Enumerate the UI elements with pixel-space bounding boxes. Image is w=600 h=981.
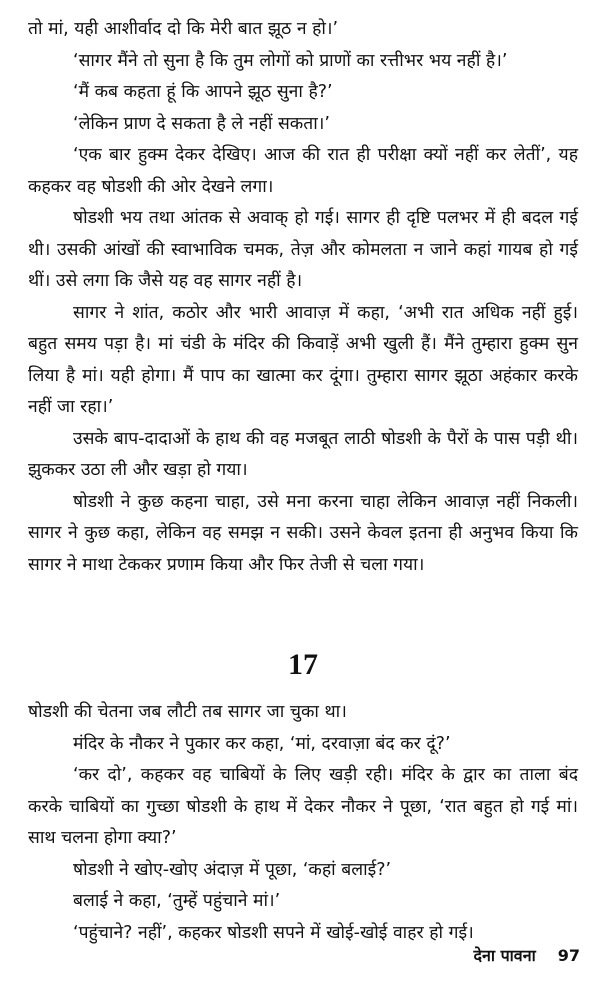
paragraph: ‘लेकिन प्राण दे सकता है ले नहीं सकता।’	[73, 113, 330, 134]
section-gap	[28, 581, 578, 633]
chapter-number: 17	[288, 648, 318, 681]
paragraph: ‘पहुंचाने? नहीं’, कहकर षोडशी सपने में खोई-खोई वाहर हो गई।	[73, 922, 474, 943]
paragraph: तो मां, यही आशीर्वाद दो कि मेरी बात झूठ न हो।’	[28, 19, 339, 39]
paragraph: मंदिर के नौकर ने पुकार कर कहा, ‘मां, दरवाज़ा बंद कर दूं?’	[73, 733, 451, 754]
running-title: देना पावना	[473, 946, 536, 965]
paragraph: षोडशी ने खोए-खोए अंदाज़ में पूछा, ‘कहां बलाई?’	[73, 859, 392, 880]
paragraph: ‘एक बार हुक्म देकर देखिए। आज की रात ही परीक्षा क्यों नहीं कर लेतीं’, यह कहकर वह षोडशी की ओर देखने लगा।	[28, 145, 578, 197]
paragraph: षोडशी भय तथा आंतक से अवाक् हो गई। सागर ही दृष्टि पलभर में ही बदल गई थी। उसकी आंखों की स्वाभाविक चमक, तेज़ और कोमलता न जाने कहां गायब हो गई थीं। उसे लगा कि जैसे यह वह सागर नहीं है।	[28, 208, 578, 291]
paragraph: ‘कर दो’, कहकर वह चाबियों के लिए खड़ी रही। मंदिर के द्वार का ताला बंद करके चाबियों का गुच्छा षोडशी के हाथ में देकर नौकर ने पूछा, ‘रात बहुत हो गई मां। साथ चलना होगा क्या?’	[28, 765, 578, 848]
story-section-before-chapter	[28, 14, 578, 581]
paragraph: षोडशी ने कुछ कहना चाहा, उसे मना करना चाहा लेकिन आवाज़ नहीं निकली। सागर ने कुछ कहा, लेकिन वह समझ न सकी। उसने केवल इतना ही अनुभव किया कि सागर ने माथा टेककर प्रणाम किया और फिर तेजी से चला गया।	[28, 491, 578, 575]
page-number: 97	[557, 946, 580, 965]
chapter-17-section	[28, 697, 578, 949]
paragraph: बलाई ने कहा, ‘तुम्हें पहुंचाने मां।’	[73, 891, 281, 911]
paragraph: षोडशी की चेतना जब लौटी तब सागर जा चुका था।	[28, 702, 347, 722]
paragraph: ‘मैं कब कहता हूं कि आपने झूठ सुना है?’	[73, 82, 333, 102]
paragraph: सागर ने शांत, कठोर और भारी आवाज़ में कहा, ‘अभी रात अधिक नहीं हुई। बहुत समय पड़ा है। मां चंडी के मंदिर की किवाड़ें अभी खुली हैं। मैंने तुम्हारा हुक्म सुन लिया है मां। यही होगा। मैं पाप का खात्मा कर दूंगा। तुम्हारा सागर झूठा अहंकार करके नहीं जा रहा।’	[28, 302, 578, 417]
page-footer	[0, 940, 580, 972]
paragraph: उसके बाप-दादाओं के हाथ की वह मजबूत लाठी षोडशी के पैरों के पास पड़ी थी। झुककर उठा ली और खड़ा हो गया।	[28, 428, 578, 480]
paragraph: ‘सागर मैंने तो सुना है कि तुम लोगों को प्राणों का रत्तीभर भय नहीं है।’	[73, 50, 508, 71]
